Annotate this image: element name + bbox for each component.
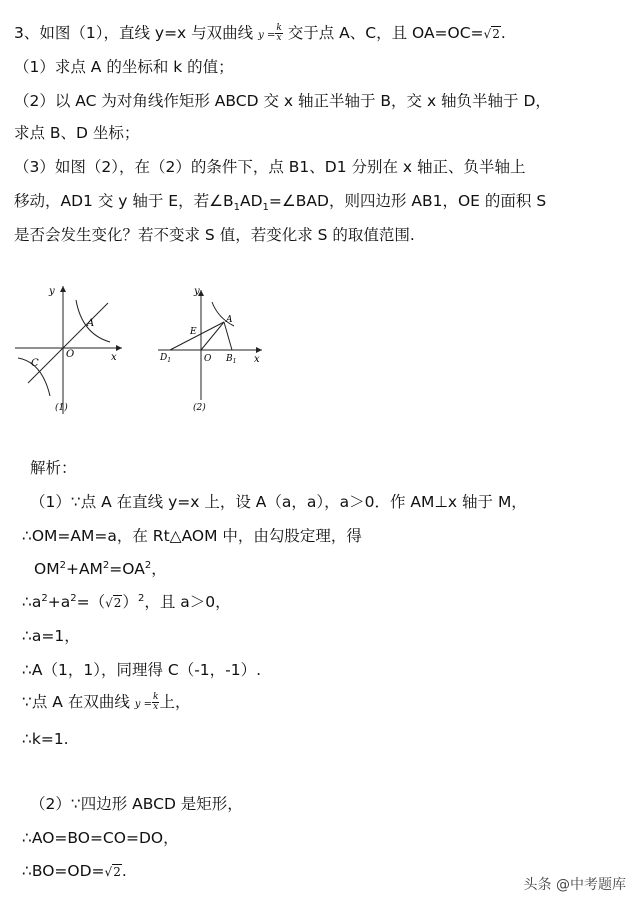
x-axis-arrow xyxy=(116,345,122,351)
eq-part: +a xyxy=(47,593,71,611)
part3-text-a: 移动，AD1 交 y 轴于 E，若∠B xyxy=(14,192,234,210)
eq-part: =（ xyxy=(76,593,106,611)
problem-part-2-line-1: （2）以 AC 为对角线作矩形 ABCD 交 x 轴正半轴于 B，交 x 轴负半轴于 D， xyxy=(14,92,551,110)
solution-line-7 xyxy=(22,691,190,716)
eq-part: +AM xyxy=(65,560,103,578)
figure-1-caption: (1) xyxy=(55,403,68,413)
solution-part-2-line-1: （2）∵四边形 ABCD 是矩形， xyxy=(30,795,243,813)
superscript: 2 xyxy=(41,592,48,604)
point-e-label: E xyxy=(190,327,197,337)
eq-part: OM xyxy=(34,560,60,578)
origin-label: O xyxy=(66,349,75,360)
origin-label: O xyxy=(204,354,212,364)
figure-2 xyxy=(158,286,262,413)
superscript: 2 xyxy=(70,592,77,604)
figure-1 xyxy=(15,286,122,414)
point-b1-label: $B_1$ xyxy=(226,354,237,365)
problem-intro-cont: 交于点 A、C，且 OA=OC= xyxy=(287,24,484,42)
problem-part-2-line-2: 求点 B、D 坐标； xyxy=(14,124,140,142)
solution-line-3 xyxy=(34,558,167,580)
part3-text-b: AD xyxy=(239,192,263,210)
solution-line-5: ∴a=1， xyxy=(22,627,80,645)
superscript: 2 xyxy=(59,559,66,571)
superscript: 2 xyxy=(144,559,152,571)
superscript: 2 xyxy=(137,592,145,604)
x-label: x xyxy=(254,354,260,365)
y-label: y xyxy=(49,286,55,297)
y-axis-arrow xyxy=(60,286,66,292)
hyperbola-lhs: y = xyxy=(134,699,152,710)
point-a-label: A xyxy=(226,315,233,325)
y-label: y xyxy=(194,286,200,297)
hyperbola-lhs: y = xyxy=(258,30,276,41)
problem-part-3-line-3: 是否会发生变化？若不变求 S 值，若变化求 S 的取值范围. xyxy=(14,226,415,244)
watermark: 头条 @中考题库 xyxy=(523,877,626,893)
eq-part: ，且 a＞0， xyxy=(144,593,231,611)
solution-part-2-line-3 xyxy=(22,860,127,883)
fraction-numerator: k xyxy=(152,692,159,702)
problem-part-3-line-2 xyxy=(14,190,546,212)
solution-line-6: ∴A（1，1），同理得 C（-1，-1）. xyxy=(22,661,262,679)
sqrt-two: √2 xyxy=(105,596,122,610)
eq-part: ∴a xyxy=(22,593,42,611)
sqrt-two: √2 xyxy=(483,27,500,41)
text-part: ∵点 A 在双曲线 xyxy=(22,693,130,711)
part3-text-c: =∠BAD，则四边形 AB1，OE 的面积 S xyxy=(268,192,547,210)
x-axis-arrow xyxy=(256,347,262,353)
period: . xyxy=(500,24,506,42)
point-d1-label: $D_1$ xyxy=(160,353,172,364)
fraction-numerator: k xyxy=(276,23,282,33)
point-c-label: C xyxy=(31,358,39,369)
problem-part-1: （1）求点 A 的坐标和 k 的值； xyxy=(14,58,234,76)
solution-line-1: （1）∵点 A 在直线 y=x 上，设 A（a，a），a＞0．作 AM⊥x 轴于 M， xyxy=(30,493,527,511)
solution-part-2-line-2: ∴AO=BO=CO=DO， xyxy=(22,829,179,847)
fraction-denominator: x xyxy=(153,702,159,712)
figure-diagrams xyxy=(10,282,280,422)
segment-a-b1 xyxy=(224,322,232,350)
text-part: 上， xyxy=(159,693,191,711)
x-label: x xyxy=(111,352,117,363)
fraction-denominator: x xyxy=(276,33,282,43)
problem-intro: 3、如图（1），直线 y=x 与双曲线 xyxy=(14,24,254,42)
problem-part-3-line-1: （3）如图（2），在（2）的条件下，点 B1、D1 分别在 x 轴正、负半轴上 xyxy=(14,158,526,176)
line-y-equals-x xyxy=(28,303,108,383)
hyperbola-fraction xyxy=(275,24,282,43)
superscript: 2 xyxy=(102,559,110,571)
figure-2-caption: (2) xyxy=(193,403,206,413)
period: . xyxy=(121,862,127,880)
eq-part: ， xyxy=(151,560,167,578)
text-part: ∴BO=OD= xyxy=(22,862,105,880)
solution-line-8: ∴k=1. xyxy=(22,730,69,748)
solution-line-4 xyxy=(22,591,231,614)
problem-line-1 xyxy=(14,22,506,47)
eq-part: =OA xyxy=(109,560,145,578)
solution-heading: 解析： xyxy=(30,459,77,477)
subscript: 1 xyxy=(262,202,269,214)
point-a-label: A xyxy=(87,318,95,329)
segment-d1-a xyxy=(170,322,224,350)
solution-line-2: ∴OM=AM=a，在 Rt△AOM 中，由勾股定理，得 xyxy=(22,527,362,545)
figures xyxy=(10,282,280,426)
segment-o-a xyxy=(201,322,224,350)
subscript: 1 xyxy=(233,202,240,214)
sqrt-two: √2 xyxy=(104,865,121,879)
eq-part: ） xyxy=(122,593,138,611)
